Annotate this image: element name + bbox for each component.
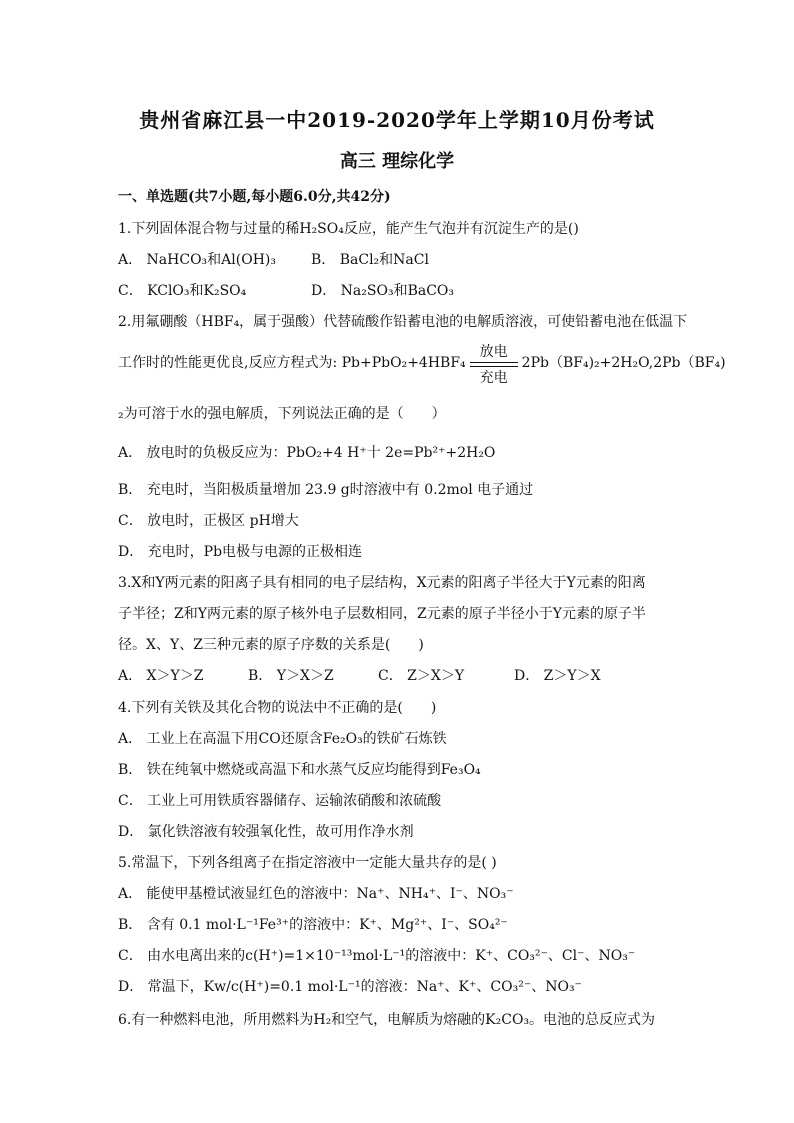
section-heading: 一、单选题(共7小题,每小题6.0分,共42分) (118, 189, 391, 205)
question-2-option-a[interactable]: A． 放电时的负极反应为：PbO₂+4 H⁺十 2e=Pb²⁺+2H₂O (118, 445, 496, 461)
question-3-stem-line3: 径。X、Y、Z三种元素的原子序数的关系是( ) (118, 637, 424, 653)
equation-reactants: 工作时的性能更优良,反应方程式为: Pb+PbO₂+4HBF₄ (118, 355, 466, 371)
arrow-label-charge: 充电 (479, 370, 508, 386)
question-2-stem-line3: ₂为可溶于水的强电解质，下列说法正确的是（ ） (118, 406, 446, 422)
question-2-option-d[interactable]: D． 充电时，Pb电极与电源的正极相连 (118, 544, 363, 560)
option-b[interactable]: B． Y＞X＞Z (248, 668, 334, 684)
question-4-option-d[interactable]: D． 氯化铁溶液有较强氧化性，故可用作净水剂 (118, 824, 414, 840)
question-1-options-row1 (118, 249, 429, 269)
question-5-stem: 5.常温下，下列各组离子在指定溶液中一定能大量共存的是( ) (118, 855, 497, 871)
question-2-option-b[interactable]: B． 充电时，当阳极质量增加 23.9 g时溶液中有 0.2mol 电子通过 (118, 482, 534, 498)
question-1-stem: 1.下列固体混合物与过量的稀H₂SO₄反应，能产生气泡并有沉淀生产的是() (118, 221, 579, 237)
question-6-stem: 6.有一种燃料电池，所用燃料为H₂和空气，电解质为熔融的K₂CO₃。电池的总反应式为 (118, 1012, 656, 1028)
option-a[interactable]: A． NaHCO₃和Al(OH)₃ (118, 252, 276, 268)
equation-products: 2Pb（BF₄)₂+2H₂O,2Pb（BF₄) (521, 355, 726, 371)
question-3-stem-line2: 子半径；Z和Y两元素的原子核外电子层数相同，Z元素的原子半径小于Y元素的原子半 (118, 606, 646, 622)
option-a[interactable]: A． X＞Y＞Z (118, 668, 204, 684)
option-b[interactable]: B． BaCl₂和NaCl (311, 252, 429, 268)
question-5-option-a[interactable]: A． 能使甲基橙试液显红色的溶液中：Na⁺、NH₄⁺、I⁻、NO₃⁻ (118, 886, 514, 902)
question-3-options (118, 665, 601, 685)
exam-title: 贵州省麻江县一中2019-2020学年上学期10月份考试 (139, 108, 655, 132)
question-3-stem-line1: 3.X和Y两元素的阳离子具有相同的电子层结构，X元素的阳离子半径大于Y元素的阳离 (118, 575, 646, 591)
question-5-option-c[interactable]: C． 由水电离出来的c(H⁺)=1×10⁻¹³mol·L⁻¹的溶液中：K⁺、CO₃²⁻、Cl⁻、NO₃⁻ (118, 948, 636, 964)
option-c[interactable]: C． Z＞X＞Y (378, 668, 465, 684)
question-4-stem: 4.下列有关铁及其化合物的说法中不正确的是( ) (118, 700, 437, 716)
question-2-stem-line1: 2.用氟硼酸（HBF₄，属于强酸）代替硫酸作铅蓄电池的电解质溶液，可使铅蓄电池在低温下 (118, 314, 688, 330)
arrow-label-discharge: 放电 (479, 344, 508, 360)
question-4-option-c[interactable]: C． 工业上可用铁质容器储存、运输浓硝酸和浓硫酸 (118, 793, 442, 809)
reversible-arrow-icon (468, 344, 520, 386)
question-1-options-row2 (118, 280, 454, 300)
question-5-option-b[interactable]: B． 含有 0.1 mol·L⁻¹Fe³⁺的溶液中：K⁺、Mg²⁺、I⁻、SO₄²⁻ (118, 917, 508, 933)
question-2-equation (118, 344, 726, 386)
exam-subtitle: 高三 理综化学 (339, 151, 455, 172)
option-d[interactable]: D． Na₂SO₃和BaCO₃ (311, 283, 455, 299)
question-2-option-c[interactable]: C． 放电时，正极区 pH增大 (118, 513, 299, 529)
question-4-option-a[interactable]: A． 工业上在高温下用CO还原含Fe₂O₃的铁矿石炼铁 (118, 731, 447, 747)
question-5-option-d[interactable]: D． 常温下，Kw/c(H⁺)=0.1 mol·L⁻¹的溶液：Na⁺、K⁺、CO₃²⁻、NO₃⁻ (118, 979, 582, 995)
option-c[interactable]: C． KClO₃和K₂SO₄ (118, 283, 247, 299)
option-d[interactable]: D． Z＞Y＞X (514, 668, 601, 684)
question-4-option-b[interactable]: B． 铁在纯氧中燃烧或高温下和水蒸气反应均能得到Fe₃O₄ (118, 762, 481, 778)
